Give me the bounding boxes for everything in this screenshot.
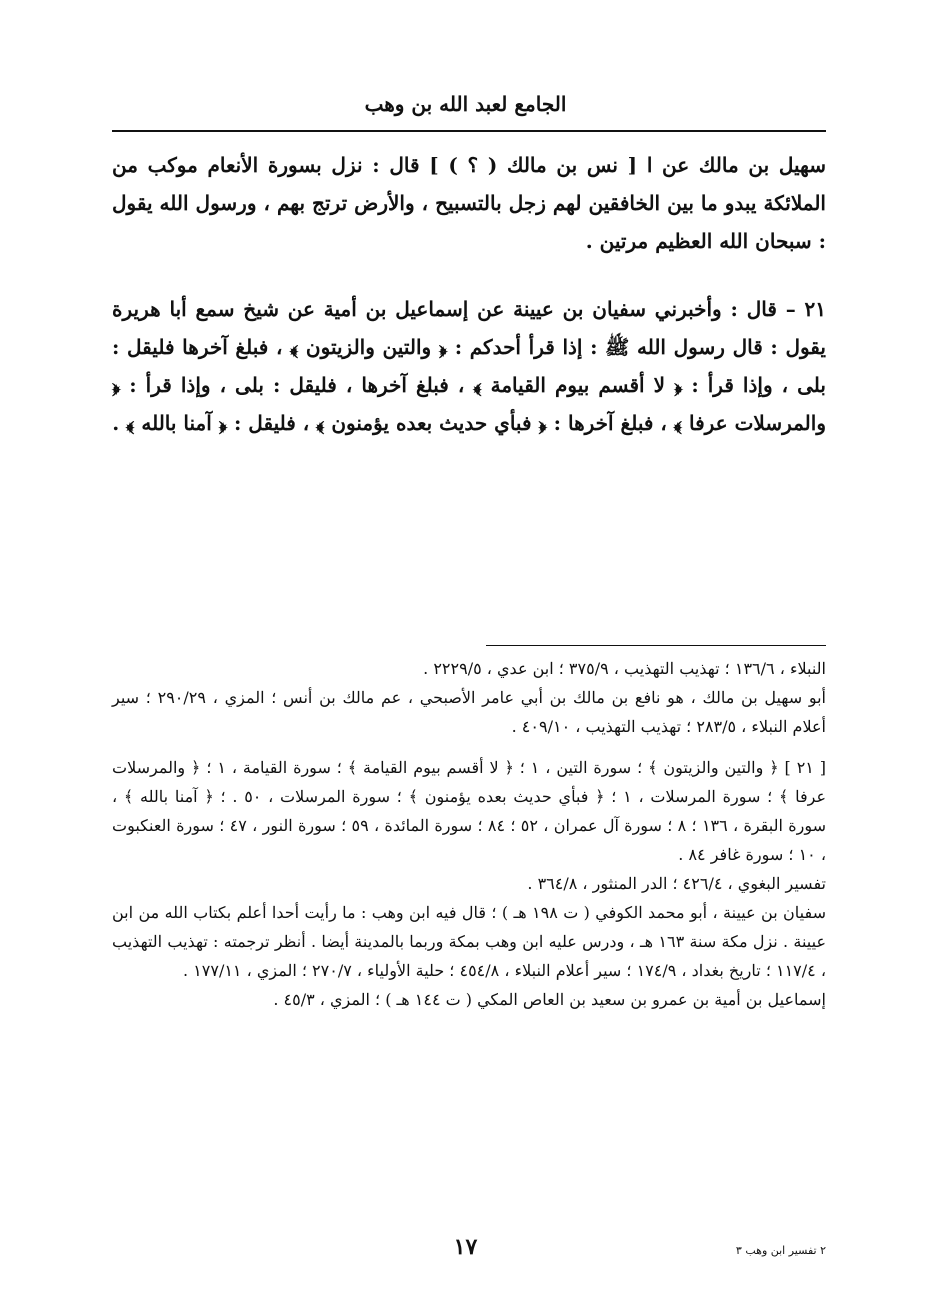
page-number: ١٧	[453, 1234, 478, 1260]
footnote-line: [ ٢١ ] ﴿ والتين والزيتون ﴾ ؛ سورة التين ، ١ ؛ ﴿ لا أقسم بيوم القيامة ﴾ ؛ سورة القيامة ، ١ ؛ ﴿ والمرسلات عرفا ﴾ ؛ سورة المرسلات ، ١ ؛ ﴿ فبأي حديث بعده يؤمنون ﴾ ؛ سورة المرسلات ، ٥٠ . ؛ ﴿ آمنا بالله ﴾ ، سورة البقرة ، ١٣٦ ؛ ٨ ؛ سورة آل عمران ، ٥٢ ؛ ٨٤ ؛ سورة المائدة ، ٥٩ ؛ سورة النور ، ٤٧ ؛ سورة العنكبوت ، ١٠ ؛ سورة غافر ٨٤ .	[112, 758, 827, 864]
printer-signature: ٢ تفسير ابن وهب ٣	[735, 1244, 826, 1257]
footnote-line: النبلاء ، ١٣٦/٦ ؛ تهذيب التهذيب ، ٣٧٥/٩ ؛ ابن عدي ، ٢٢٢٩/٥ .	[423, 659, 826, 678]
running-header-title: الجامع لعبد الله بن وهب	[364, 92, 567, 116]
footnote-line: إسماعيل بن أمية بن عمرو بن سعيد بن العاص المكي ( ت ١٤٤ هـ ) ؛ المزي ، ٤٥/٣ .	[273, 990, 826, 1009]
footnote-line: تفسير البغوي ، ٤٢٦/٤ ؛ الدر المنثور ، ٣٦٤/٨ .	[527, 874, 826, 893]
header-rule	[112, 130, 826, 132]
footnote-line: أبو سهيل بن مالك ، هو نافع بن مالك بن أبي عامر الأصبحي ، عم مالك بن أنس ؛ المزي ، ٢٩٠/٢٩ ؛ سير أعلام النبلاء ، ٢٨٣/٥ ؛ تهذيب التهذيب ، ٤٠٩/١٠ .	[112, 688, 826, 736]
footnote-line: سفيان بن عيينة ، أبو محمد الكوفي ( ت ١٩٨ هـ ) ؛ قال فيه ابن وهب : ما رأيت أحدا أعلم بكتاب الله من ابن عيينة . نزل مكة سنة ١٦٣ هـ ، ودرس عليه ابن وهب بمكة وربما بالمدينة أيضا . أنظر ترجمته : تهذيب التهذيب ، ١١٧/٤ ؛ تاريخ بغداد ، ١٧٤/٩ ؛ سير أعلام النبلاء ، ٤٥٤/٨ ؛ حلية الأولياء ، ٢٧٠/٧ ؛ المزي ، ١٧٧/١١ .	[112, 903, 826, 980]
footnotes	[112, 654, 826, 1014]
main-text	[112, 146, 826, 442]
paragraph-21: ٢١ – قال : وأخبرني سفيان بن عيينة عن إسماعيل بن أمية عن شيخ سمع أبا هريرة يقول : قال رسول الله ﷺ : إذا قرأ أحدكم : ﴿ والتين والزيتون ﴾ ، فبلغ آخرها فليقل : بلى ، وإذا قرأ : ﴿ لا أقسم بيوم القيامة ﴾ ، فبلغ آخرها ، فليقل : بلى ، وإذا قرأ : ﴿ والمرسلات عرفا ﴾ ، فبلغ آخرها : ﴿ فبأي حديث بعده يؤمنون ﴾ ، فليقل : ﴿ آمنا بالله ﴾ .	[112, 297, 826, 435]
paragraph-20: سهيل بن مالك عن ا [ نس بن مالك ( ؟ ) ] قال : نزل بسورة الأنعام موكب من الملائكة يبدو ما بين الخافقين لهم زجل بالتسبيح ، والأرض ترتج بهم ، ورسول الله يقول : سبحان الله العظيم مرتين .	[112, 153, 826, 253]
footnote-rule	[486, 645, 826, 646]
